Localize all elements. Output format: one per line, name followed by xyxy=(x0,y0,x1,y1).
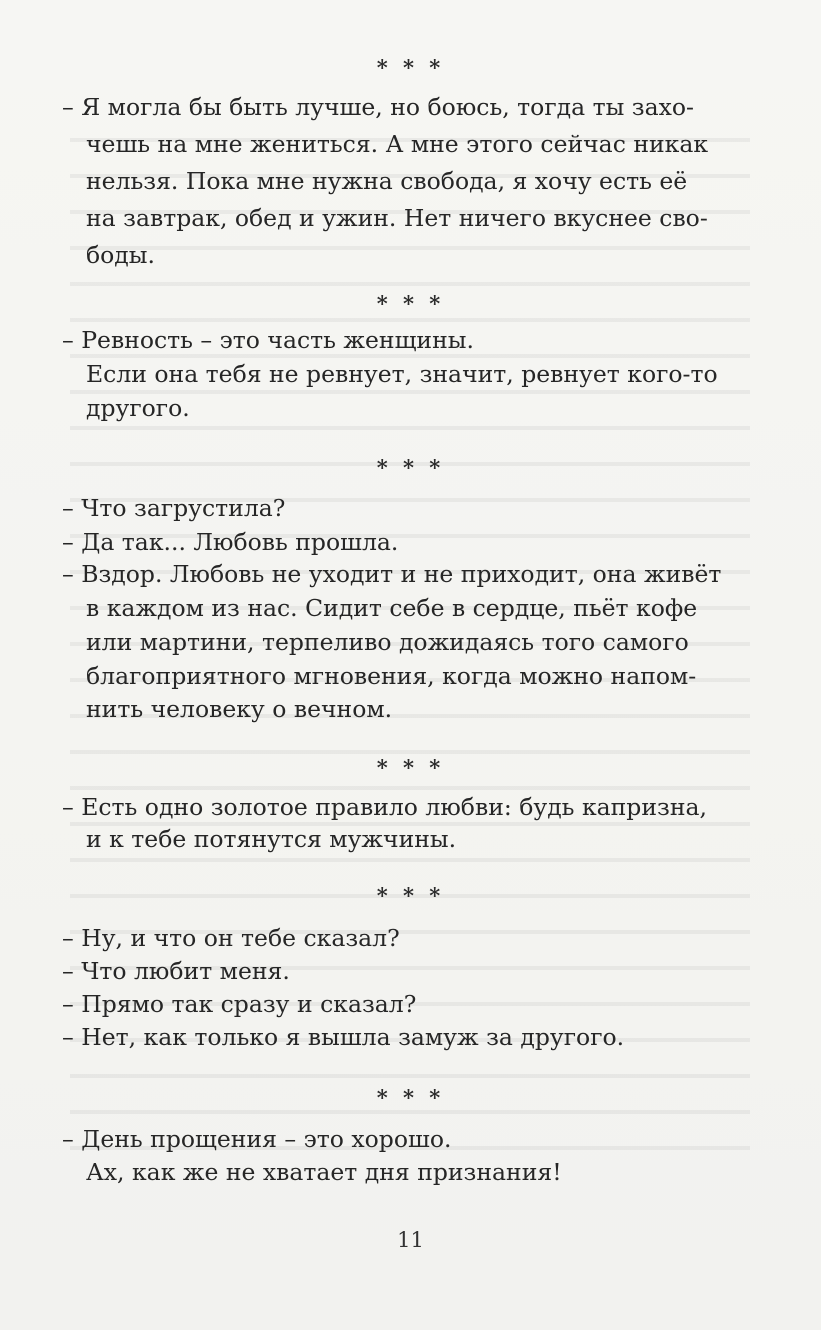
text-line: нельзя. Пока мне нужна свобода, я хочу есть её xyxy=(86,167,688,195)
text-line: и к тебе потянутся мужчины. xyxy=(86,825,457,853)
text-line: Если она тебя не ревнует, значит, ревнует кого-то xyxy=(86,360,718,388)
section-separator: * * * xyxy=(376,1085,445,1110)
text-line: Ах, как же не хватает дня признания! xyxy=(86,1158,562,1186)
text-line: благоприятного мгновения, когда можно напом- xyxy=(86,662,697,690)
section-separator: * * * xyxy=(376,883,445,908)
text-line: – Что загрустила? xyxy=(62,494,286,522)
text-line: на завтрак, обед и ужин. Нет ничего вкуснее сво- xyxy=(86,204,708,232)
section-separator: * * * xyxy=(376,291,445,316)
text-line: – Вздор. Любовь не уходит и не приходит, она живёт xyxy=(62,560,722,588)
text-line: – Прямо так сразу и сказал? xyxy=(62,990,417,1018)
text-line: – Ревность – это часть женщины. xyxy=(62,326,474,354)
page-number: 11 xyxy=(397,1228,424,1252)
text-line: – Что любит меня. xyxy=(62,957,290,985)
text-line: – Нет, как только я вышла замуж за другого. xyxy=(62,1023,625,1051)
text-line: – Есть одно золотое правило любви: будь капризна, xyxy=(62,793,707,821)
section-separator: * * * xyxy=(376,755,445,780)
section-separator: * * * xyxy=(376,55,445,80)
section-separator: * * * xyxy=(376,455,445,480)
text-line: или мартини, терпеливо дожидаясь того самого xyxy=(86,628,689,656)
text-line: другого. xyxy=(86,394,190,422)
text-line: – Ну, и что он тебе сказал? xyxy=(62,924,400,952)
text-line: – Да так... Любовь прошла. xyxy=(62,528,399,556)
text-line: боды. xyxy=(86,241,155,269)
text-line: – Я могла бы быть лучше, но боюсь, тогда ты захо- xyxy=(62,93,694,121)
text-line: в каждом из нас. Сидит себе в сердце, пьёт кофе xyxy=(86,594,698,622)
text-line: чешь на мне жениться. А мне этого сейчас никак xyxy=(86,130,709,158)
text-line: нить человеку о вечном. xyxy=(86,695,393,723)
text-line: – День прощения – это хорошо. xyxy=(62,1125,452,1153)
